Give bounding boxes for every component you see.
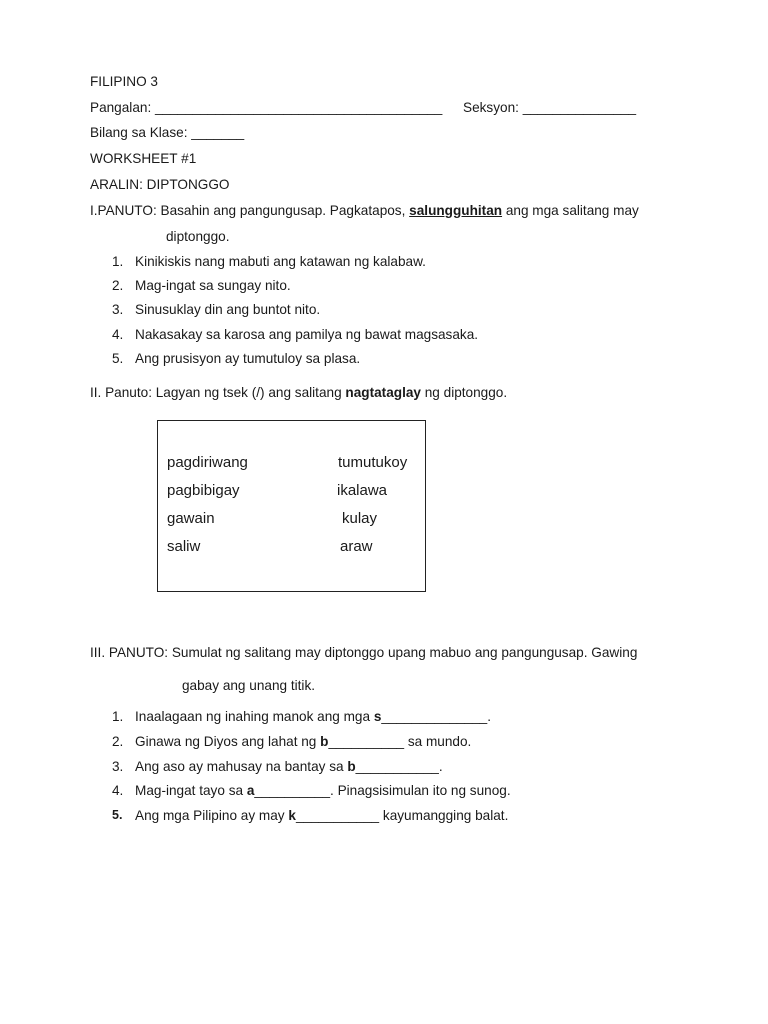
list-item-number: 1. — [112, 709, 124, 724]
answer-blank[interactable]: __________ — [254, 783, 331, 798]
part3-instruction: III. PANUTO: Sumulat ng salitang may diptonggo upang mabuo ang pangungusap. Gawing — [90, 645, 638, 660]
list-item-number: 2. — [112, 278, 124, 293]
hint-letter: b — [347, 759, 356, 774]
name-field-label: Pangalan: ______________________________________ — [90, 100, 443, 115]
sentence-end: kayumangging balat. — [379, 808, 509, 823]
list-item — [135, 783, 511, 798]
hint-letter: a — [246, 783, 255, 798]
list-item-number: 5. — [112, 808, 123, 822]
list-item-number: 3. — [112, 302, 124, 317]
word-left: gawain — [167, 510, 215, 527]
word-box — [157, 420, 426, 592]
word-right: ikalawa — [337, 482, 388, 499]
list-item — [135, 759, 443, 774]
part1-instruction-post: ang mga salitang may — [502, 203, 639, 218]
list-item-number: 3. — [112, 759, 124, 774]
list-item-number: 2. — [112, 734, 124, 749]
list-item: Sinusuklay din ang buntot nito. — [135, 302, 321, 317]
list-item — [135, 734, 471, 749]
sentence-start: Mag-ingat tayo sa — [135, 783, 247, 798]
worksheet-title: WORKSHEET #1 — [90, 151, 197, 166]
word-right: tumutukoy — [338, 454, 408, 471]
part2-instruction — [90, 385, 507, 400]
list-item-number: 4. — [112, 783, 124, 798]
list-item: Nakasakay sa karosa ang pamilya ng bawat magsasaka. — [135, 327, 479, 342]
sentence-start: Ang mga Pilipino ay may — [135, 808, 289, 823]
list-item: Ang prusisyon ay tumutuloy sa plasa. — [135, 351, 361, 366]
answer-blank[interactable]: __________ — [328, 734, 405, 749]
sentence-end: . — [438, 759, 443, 774]
hint-letter: b — [320, 734, 329, 749]
part1-instruction-pre: I.PANUTO: Basahin ang pangungusap. Pagkatapos, — [90, 203, 410, 218]
answer-blank[interactable]: ______________ — [381, 709, 488, 724]
part2-instruction-emphasis: nagtataglay — [345, 385, 421, 400]
part1-instruction — [90, 203, 639, 218]
part2-instruction-post: ng diptonggo. — [420, 385, 508, 400]
list-item — [135, 808, 508, 823]
list-item-number: 5. — [112, 351, 124, 366]
list-item-number: 1. — [112, 254, 124, 269]
list-item: Mag-ingat sa sungay nito. — [135, 278, 291, 293]
sentence-start: Inaalagaan ng inahing manok ang mga — [135, 709, 374, 724]
lesson-title: ARALIN: DIPTONGGO — [90, 177, 230, 192]
sentence-end: sa mundo. — [404, 734, 472, 749]
part2-instruction-pre: II. Panuto: Lagyan ng tsek (/) ang salitang — [90, 385, 346, 400]
hint-letter: s — [373, 709, 382, 724]
word-left: pagdiriwang — [167, 454, 248, 471]
word-left: pagbibigay — [167, 482, 240, 499]
subject-title: FILIPINO 3 — [90, 74, 158, 89]
sentence-end: . Pinagsisimulan ito ng sunog. — [330, 783, 511, 798]
word-right: kulay — [342, 510, 378, 527]
answer-blank[interactable]: ___________ — [355, 759, 439, 774]
part1-instruction-line2: diptonggo. — [166, 229, 230, 244]
class-number-label: Bilang sa Klase: _______ — [90, 125, 245, 140]
answer-blank[interactable]: ___________ — [295, 808, 380, 823]
part3-instruction-line2: gabay ang unang titik. — [182, 678, 316, 693]
part1-instruction-emphasis: salungguhitan — [409, 203, 503, 218]
word-right: araw — [340, 538, 373, 555]
list-item: Kinikiskis nang mabuti ang katawan ng kalabaw. — [135, 254, 426, 269]
sentence-start: Ginawa ng Diyos ang lahat ng — [135, 734, 321, 749]
word-left: saliw — [167, 538, 201, 555]
list-item-number: 4. — [112, 327, 124, 342]
section-field-label: Seksyon: _______________ — [463, 100, 637, 115]
hint-letter: k — [288, 808, 296, 823]
sentence-start: Ang aso ay mahusay na bantay sa — [135, 759, 348, 774]
sentence-end: . — [487, 709, 492, 724]
list-item — [135, 709, 491, 724]
